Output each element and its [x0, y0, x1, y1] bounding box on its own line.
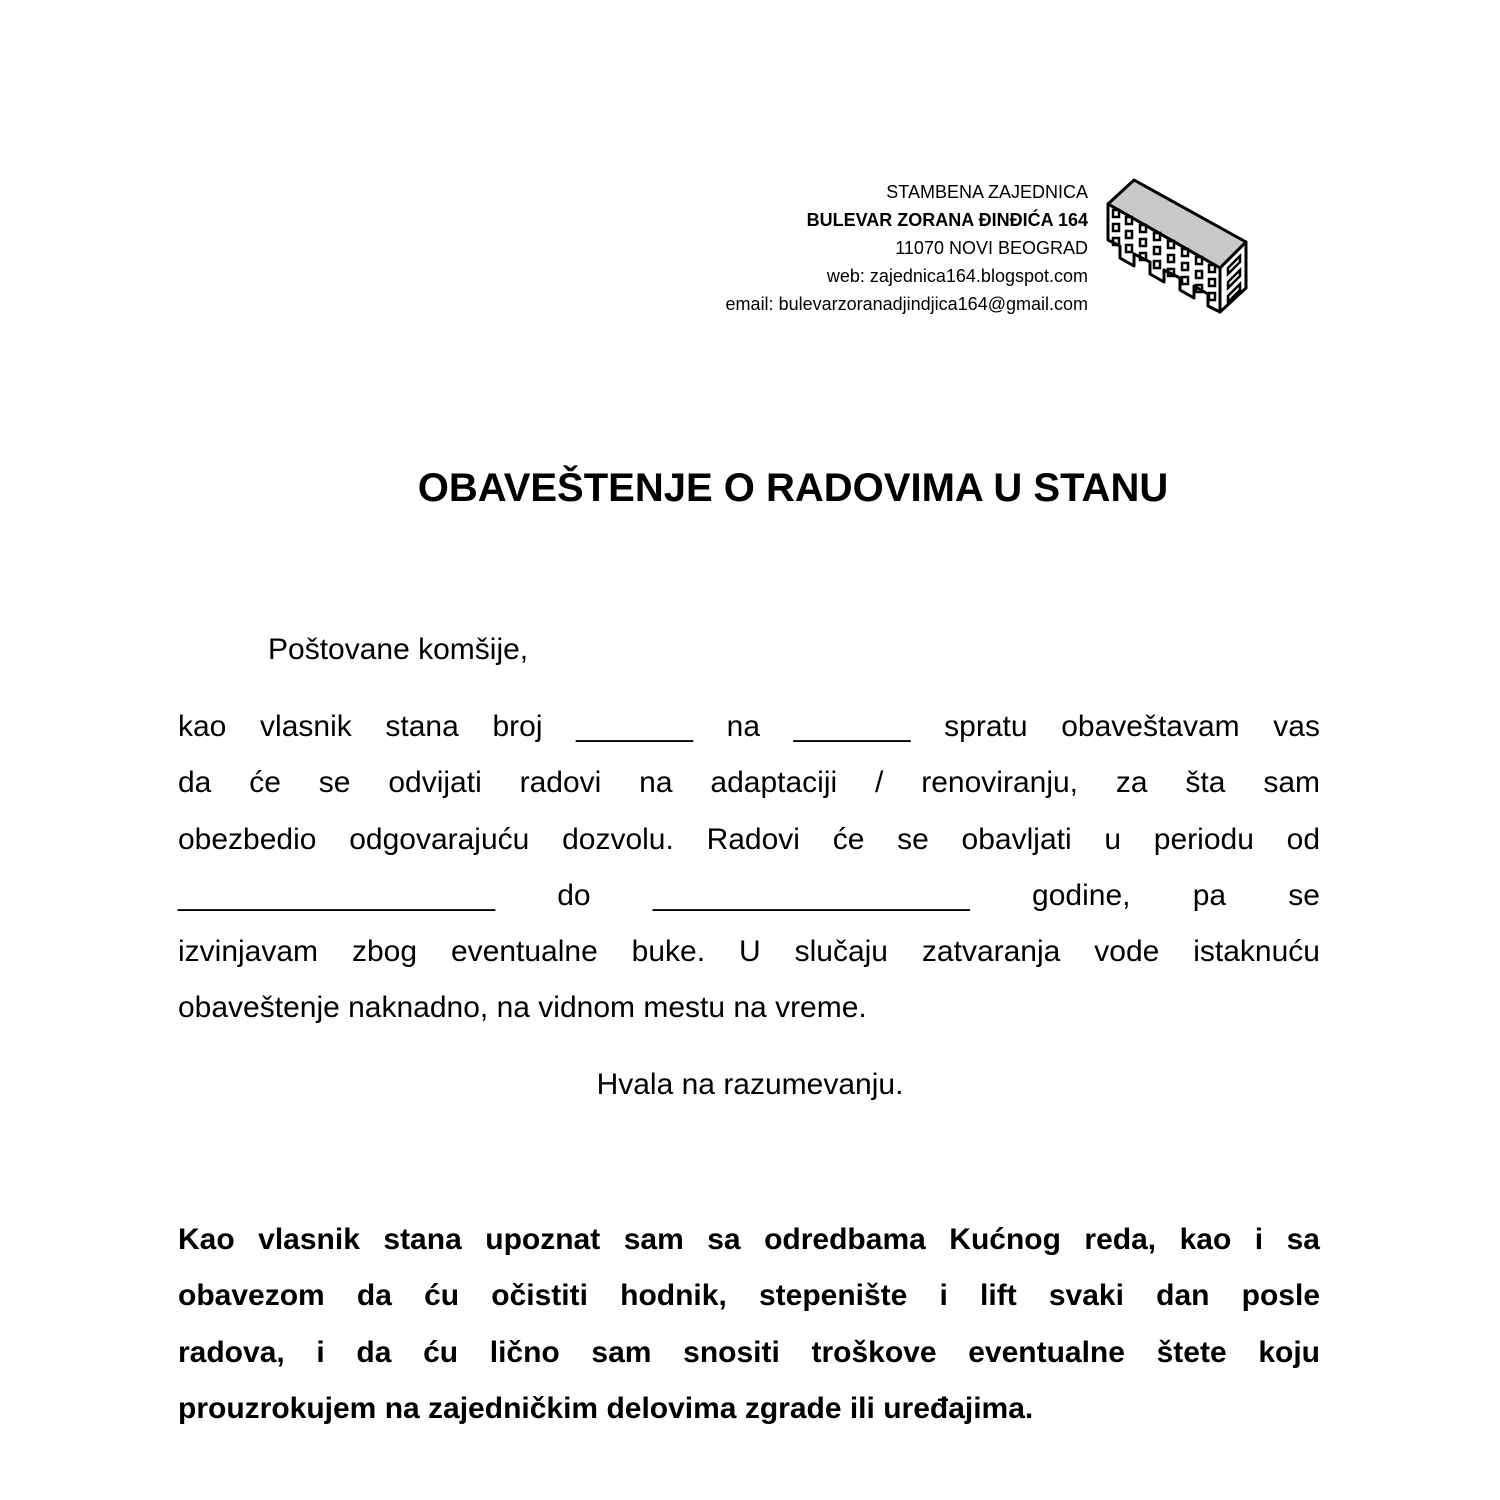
declaration-paragraph [178, 1212, 1320, 1437]
declaration-line: prouzrokujem na zajedničkim delovima zgrade ili uređajima. [178, 1391, 1034, 1425]
paragraph-line: obezbedio odgovarajuću dozvolu. Radovi će se obavljati u periodu od [178, 822, 1320, 856]
paragraph-line: obaveštenje naknadno, na vidnom mestu na vreme. [178, 991, 867, 1025]
org-address: BULEVAR ZORANA ĐINĐIĆA 164 [806, 210, 1088, 230]
org-name: STAMBENA ZAJEDNICA [886, 182, 1088, 202]
greeting: Poštovane komšije, [268, 633, 529, 666]
notice-paragraph [178, 699, 1320, 1037]
paragraph-line: izvinjavam zbog eventualne buke. U slučaju zatvaranja vode istaknuću [178, 935, 1320, 969]
declaration-line: Kao vlasnik stana upoznat sam sa odredbama Kućnog reda, kao i sa [178, 1223, 1320, 1256]
document-title: OBAVEŠTENJE O RADOVIMA U STANU [417, 466, 1169, 510]
org-web: web: zajednica164.blogspot.com [826, 266, 1088, 286]
paragraph-line: kao vlasnik stana broj _______ na _______ spratu obaveštavam vas [178, 710, 1320, 743]
org-email: email: bulevarzoranadjindjica164@gmail.com [725, 294, 1088, 314]
org-city: 11070 NOVI BEOGRAD [895, 238, 1088, 258]
declaration-line: obavezom da ću očistiti hodnik, stepenište i lift svaki dan posle [178, 1279, 1320, 1313]
thanks-line: Hvala na razumevanju. [596, 1068, 904, 1101]
paragraph-line: ___________________ do ___________________ godine, pa se [178, 878, 1320, 912]
building-icon [1102, 176, 1248, 316]
letterhead [726, 178, 1088, 318]
declaration-line: radova, i da ću lično sam snositi troškove eventualne štete koju [178, 1335, 1320, 1369]
paragraph-line: da će se odvijati radovi na adaptaciji / renoviranju, za šta sam [178, 766, 1320, 800]
